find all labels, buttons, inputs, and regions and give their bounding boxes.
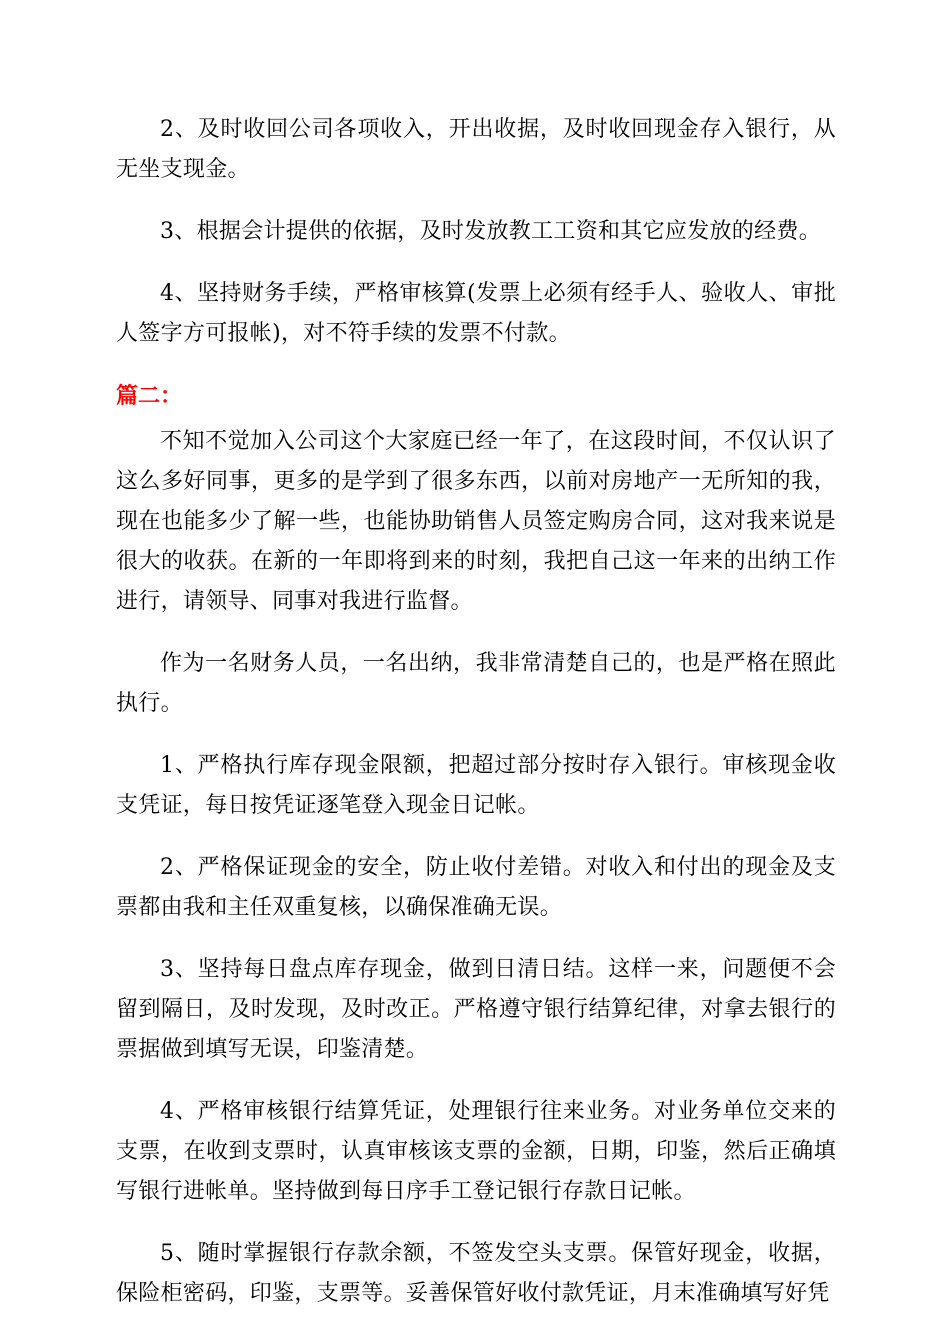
paragraph: 2、严格保证现金的安全，防止收付差错。对收入和付出的现金及支票都由我和主任双重复核，以确保准确无误。 (116, 855, 836, 920)
section-heading: 篇二： (116, 383, 183, 409)
paragraph: 作为一名财务人员，一名出纳，我非常清楚自己的，也是严格在照此执行。 (116, 651, 836, 716)
paragraph: 1、严格执行库存现金限额，把超过部分按时存入银行。审核现金收支凭证，每日按凭证逐笔登入现金日记帐。 (116, 753, 836, 818)
paragraph: 2、及时收回公司各项收入，开出收据，及时收回现金存入银行，从无坐支现金。 (116, 117, 836, 182)
paragraph: 不知不觉加入公司这个大家庭已经一年了，在这段时间，不仅认识了这么多好同事，更多的是学到了很多东西，以前对房地产一无所知的我，现在也能多少了解一些，也能协助销售人员签定购房合同，这对我来说是很大的收获。在新的一年即将到来的时刻，我把自己这一年来的出纳工作进行，请领导、同事对我进行监督。 (116, 429, 836, 614)
paragraph: 4、坚持财务手续，严格审核算(发票上必须有经手人、验收人、审批人签字方可报帐)，对不符手续的发票不付款。 (116, 281, 836, 346)
document-body (116, 110, 836, 1336)
paragraph: 4、严格审核银行结算凭证，处理银行往来业务。对业务单位交来的支票，在收到支票时，认真审核该支票的金额，日期，印鉴，然后正确填写银行进帐单。坚持做到每日序手工登记银行存款日记帐。 (116, 1099, 836, 1204)
paragraph: 3、根据会计提供的依据，及时发放教工工资和其它应发放的经费。 (160, 219, 821, 244)
paragraph: 5、随时掌握银行存款余额，不签发空头支票。保管好现金，收据，保险柜密码，印鉴，支票等。妥善保管好收付款凭证，月末准确填写好凭 (116, 1241, 836, 1306)
paragraph: 3、坚持每日盘点库存现金，做到日清日结。这样一来，问题便不会留到隔日，及时发现，及时改正。严格遵守银行结算纪律，对拿去银行的票据做到填写无误，印鉴清楚。 (116, 957, 836, 1062)
